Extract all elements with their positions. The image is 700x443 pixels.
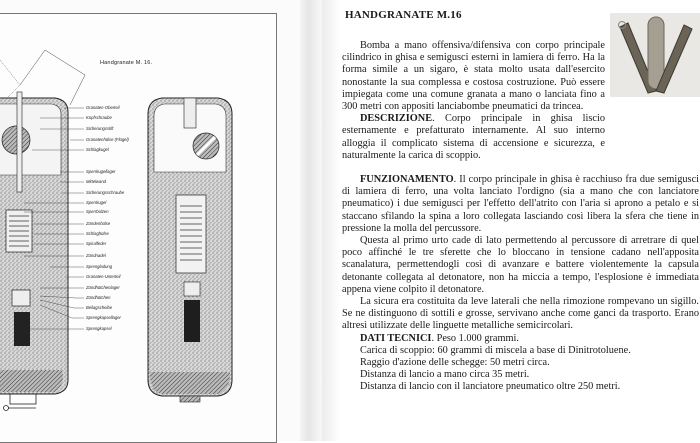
diagram-label: Sicherungsstift: [86, 126, 114, 131]
spec-line: Distanza di lancio con il lanciatore pneumatico oltre 250 metri.: [360, 381, 621, 393]
funzionamento-text: . Il corpo principale in ghisa è racchiuso fra due semigusci di lamiera di ferro, una volta lanciato l'ordigno (sia a mano che con lanciatore pneumatico) i due semigusci per l'effetto dell'atrito con l'aria si aprono a petalo e si staccano sfilando la spina a loro collegata lasciando così libera la sfera che tiene in pressione la molla del percussore.: [342, 174, 699, 234]
diagram-label: Schlagkugel: [86, 147, 109, 152]
descrizione-text: . Corpo principale in ghisa liscio esternamente e prefatturato internamente. Al suo interno alloggia il complicato sistema di accensione e sicurezza, e naturalmente la carica di scoppio.: [342, 113, 605, 161]
descrizione-label: DESCRIZIONE: [360, 113, 433, 125]
diagram-label: Zündnadel: [86, 253, 106, 258]
dati-tecnici-text: . Peso 1.000 grammi.: [431, 332, 519, 344]
book-gutter: [300, 0, 322, 441]
diagram-label: Sperrkugel: [86, 200, 107, 205]
spec-line: Raggio d'azione delle schegge: 50 metri circa.: [360, 357, 550, 369]
diagram-label: Sicherungsschraube: [86, 190, 125, 195]
diagram-label: Sprengkapsellager: [86, 315, 121, 320]
diagram-label: Schlaghülse: [86, 231, 109, 236]
diagram-label: Granaten-Oberteil: [86, 105, 120, 110]
diagram-label: Zündhütchenlager: [86, 285, 120, 290]
grenade-photo: [610, 13, 700, 97]
diagram-label: Zündhütchen: [86, 295, 111, 300]
spec-line: Carica di scoppio: 60 grammi di miscela a base di Dinitrotoluene.: [360, 344, 631, 356]
intro-paragraph: Bomba a mano offensiva/difensiva con corpo principale cilindrico in ghisa e semigusci esterni in lamiera di ferro. Ha la forma simile a un sigaro, è stata molto usata dall'esercito nonostante la sua complessa e costosa costruzione. Può essere impiegata come una comune granata a mano o lanciata fino a 300 metri con appositi lanciabombe pneumatici da trincea.: [342, 40, 605, 113]
diagram-label: Zündenhülse: [86, 221, 111, 226]
dati-tecnici-label: DATI TECNICI: [360, 332, 432, 344]
dati-tecnici-paragraph: [342, 333, 699, 345]
grenade-cutaway-diagram: [0, 0, 300, 441]
page-heading: HANDGRANATE M.16: [345, 9, 462, 21]
diagram-label: Sperrkugellager: [86, 169, 116, 174]
sicura-paragraph: La sicura era costituita da leve laterali che nella rimozione rompevano un sigillo. Se ne distinguono di sottili e grosse, servivano anche come ganci da trasporto. Erano altresì utilizzate delle linguette metalliche semicircolari.: [342, 296, 699, 332]
descrizione-paragraph: [342, 113, 605, 162]
diagram-label: Granatenhülse (Flügel): [86, 137, 129, 142]
plate-caption: Handgranate M. 16.: [100, 60, 153, 66]
left-page: [0, 0, 300, 441]
book-gutter-shadow: [322, 0, 340, 441]
right-grenade-section: [148, 98, 232, 402]
diagram-label: Granaten-Unterteil: [86, 274, 121, 279]
diagram-label: Sprengladung: [86, 264, 113, 269]
diagram-label: Beilagscheibe: [86, 305, 113, 310]
article-body-lower: [342, 174, 699, 394]
article-body: [342, 40, 605, 162]
funzionamento-paragraph: [342, 174, 699, 235]
diagram-label: Sprengkapsel: [86, 326, 112, 331]
diagram-label: Sperrbolzen: [86, 209, 109, 214]
funzionamento-label: FUNZIONAMENTO: [360, 174, 454, 185]
diagram-label: Spiralfeder: [86, 241, 107, 246]
diagram-label: Mittelwand: [86, 179, 107, 184]
questa-paragraph: Questa al primo urto cade di lato permettendo al percussore di arretrare di quel poco affinché le tre sferette che lo bloccano in tensione cadano nell'apposita scanalatura, permettendogli così di avanzare e battere violentemente la capsula detonante collegata al detonatore, non ha miccia a tempo, l'esplosione è immediata appena viene colpito il detonatore.: [342, 235, 699, 295]
spec-line: Distanza di lancio a mano circa 35 metri.: [360, 369, 530, 381]
diagram-label: Kopfschraube: [86, 115, 112, 120]
left-grenade-section: [0, 50, 85, 411]
